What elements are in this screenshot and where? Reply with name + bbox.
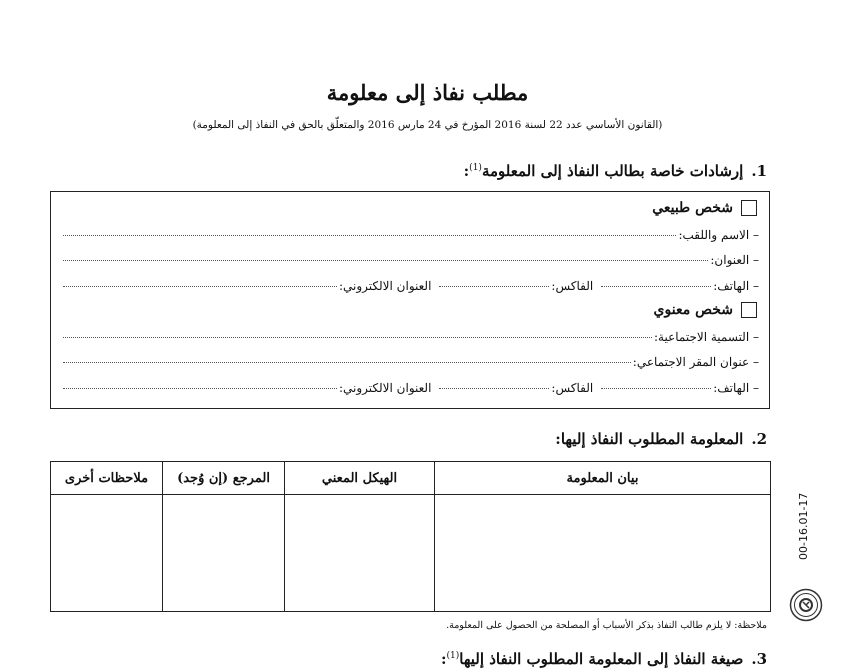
- page-title: مطلب نفاذ إلى معلومة: [326, 80, 529, 105]
- column-header: ملاحظات أخرى: [51, 462, 163, 495]
- legal-phone-field[interactable]: [601, 388, 711, 389]
- info-description-cell[interactable]: [435, 495, 771, 612]
- document-code: 00-16.01-17: [797, 492, 810, 560]
- column-header: المرجع (إن وُجد): [163, 462, 285, 495]
- fax-label: الفاكس:: [551, 279, 594, 293]
- section-2-heading: [555, 430, 767, 448]
- name-field[interactable]: [63, 235, 676, 236]
- section-1-title: إرشادات خاصة بطالب النفاذ إلى المعلومة: [481, 162, 744, 180]
- company-name-field[interactable]: [63, 337, 652, 338]
- section-1-suffix: :: [463, 162, 470, 180]
- note-text: ملاحظة: لا يلزم طالب النفاذ بذكر الأسباب أو المصلحة من الحصول على المعلومة.: [446, 620, 767, 631]
- legal-email-label: العنوان الالكتروني:: [338, 381, 432, 395]
- section-2-number: 2.: [751, 430, 767, 448]
- legal-contact-row: [61, 381, 759, 395]
- section-3-number: 3.: [751, 650, 767, 668]
- requested-info-table: [50, 461, 771, 612]
- email-label: العنوان الالكتروني:: [338, 279, 432, 293]
- requester-info-box: [50, 191, 770, 409]
- natural-person-label: شخص طبيعي: [652, 200, 733, 216]
- legal-person-checkbox[interactable]: [741, 302, 757, 318]
- hq-address-field[interactable]: [63, 362, 631, 363]
- section-3-heading: [441, 650, 767, 668]
- section-1-number: 1.: [751, 162, 767, 180]
- hq-address-row: [61, 355, 759, 369]
- natural-contact-row: [61, 279, 759, 293]
- company-name-label: – التسمية الاجتماعية:: [653, 330, 759, 344]
- phone-label: – الهاتف:: [713, 279, 759, 293]
- republic-seal-icon: [789, 588, 823, 622]
- section-3-suffix: :: [440, 650, 447, 668]
- fax-field[interactable]: [439, 286, 549, 287]
- reference-cell[interactable]: [163, 495, 285, 612]
- section-3-title: صيغة النفاذ إلى المعلومة المطلوب النفاذ إليها: [459, 650, 744, 668]
- section-1-heading: [464, 162, 767, 180]
- institution-cell[interactable]: [285, 495, 435, 612]
- legal-email-field[interactable]: [63, 388, 337, 389]
- company-name-row: [61, 330, 759, 344]
- column-header: الهيكل المعني: [285, 462, 435, 495]
- column-header: بيان المعلومة: [435, 462, 771, 495]
- legal-person-label: شخص معنوي: [653, 302, 733, 318]
- email-field[interactable]: [63, 286, 337, 287]
- name-row: [61, 228, 759, 242]
- legal-phone-label: – الهاتف:: [713, 381, 759, 395]
- address-row: [61, 253, 759, 267]
- phone-field[interactable]: [601, 286, 711, 287]
- name-label: – الاسم واللقب:: [678, 228, 759, 242]
- section-2-title: المعلومة المطلوب النفاذ إليها:: [555, 430, 744, 448]
- legal-fax-label: الفاكس:: [551, 381, 594, 395]
- section-3-footnote: (1): [446, 651, 460, 661]
- section-1-footnote: (1): [469, 163, 482, 173]
- page-subtitle: (القانون الأساسي عدد 22 لسنة 2016 المؤرخ في 24 مارس 2016 والمتعلّق بالحق في النفاذ إلى المعلومة): [192, 119, 663, 131]
- address-label: – العنوان:: [710, 253, 759, 267]
- address-field[interactable]: [63, 260, 708, 261]
- hq-address-label: – عنوان المقر الاجتماعي:: [632, 355, 759, 369]
- other-notes-cell[interactable]: [51, 495, 163, 612]
- legal-person-option[interactable]: [654, 302, 757, 318]
- legal-fax-field[interactable]: [439, 388, 549, 389]
- natural-person-option[interactable]: [652, 200, 757, 216]
- table-header-row: [51, 462, 771, 495]
- table-row: [51, 495, 771, 612]
- natural-person-checkbox[interactable]: [741, 200, 757, 216]
